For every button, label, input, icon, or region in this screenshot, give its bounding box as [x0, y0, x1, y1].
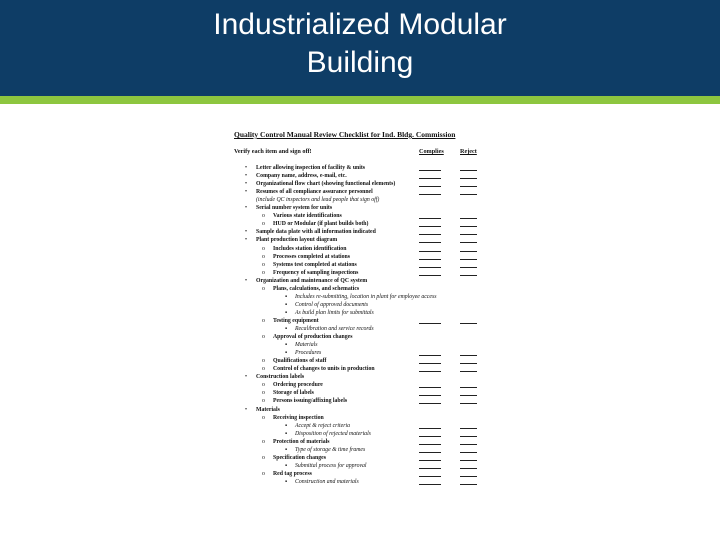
checklist-item-text: Receiving inspection — [273, 414, 324, 421]
slide-title-line-2: Building — [306, 46, 414, 79]
bullet-icon: ▪ — [285, 293, 288, 300]
checklist-item-text: Processes completed at stations — [273, 253, 351, 260]
checklist-row — [232, 478, 482, 486]
checklist-item-text: Ordering procedure — [273, 382, 323, 389]
bullet-icon: ▪ — [285, 301, 288, 308]
checklist-item-text: Systems test completed at stations — [273, 261, 357, 268]
reject-signoff-line[interactable] — [460, 186, 477, 187]
checklist-item-text: Disposition of rejected materials — [295, 430, 371, 437]
bullet-icon: ▪ — [285, 326, 288, 332]
checklist-item-text: Red tag process — [273, 470, 312, 477]
reject-signoff-line[interactable] — [460, 395, 477, 396]
reject-signoff-line[interactable] — [460, 436, 477, 437]
sub-bullet-icon: o — [262, 454, 265, 461]
sub-bullet-icon: o — [262, 358, 265, 365]
reject-signoff-line[interactable] — [460, 234, 477, 235]
sub-bullet-icon: o — [262, 269, 265, 276]
complies-signoff-line[interactable] — [419, 452, 441, 453]
reject-signoff-line[interactable] — [460, 355, 477, 356]
complies-signoff-line[interactable] — [419, 267, 441, 268]
sub-bullet-icon: o — [262, 390, 265, 397]
reject-signoff-line[interactable] — [460, 226, 477, 227]
checklist-item-text: Various state identifications — [273, 213, 342, 220]
reject-signoff-line[interactable] — [460, 460, 477, 461]
reject-signoff-line[interactable] — [460, 476, 477, 477]
title-bar — [0, 0, 720, 96]
checklist-row — [232, 212, 482, 220]
checklist-item-text: Construction labels — [256, 374, 305, 381]
checklist-row — [232, 188, 482, 196]
checklist-row — [232, 293, 482, 301]
checklist-item-text: Letter allowing inspection of facility & units — [256, 165, 366, 171]
checklist-item-text: Procedures — [295, 350, 322, 357]
checklist-title: Quality Control Manual Review Checklist for Ind. Bldg. Commission — [234, 130, 456, 139]
complies-signoff-line[interactable] — [419, 242, 441, 243]
complies-signoff-line[interactable] — [419, 468, 441, 469]
checklist-row — [232, 236, 482, 244]
bullet-icon: • — [245, 181, 248, 188]
sub-bullet-icon: o — [262, 334, 265, 341]
bullet-icon: • — [245, 173, 248, 180]
bullet-icon: ▪ — [285, 422, 288, 429]
complies-signoff-line[interactable] — [419, 234, 441, 235]
complies-signoff-line[interactable] — [419, 194, 441, 195]
checklist-row — [232, 373, 482, 381]
sub-bullet-icon: o — [262, 414, 265, 421]
checklist-row — [232, 269, 482, 277]
reject-signoff-line[interactable] — [460, 194, 477, 195]
complies-signoff-line[interactable] — [419, 259, 441, 260]
checklist-item-text: Recalibration and service records — [295, 326, 374, 332]
reject-signoff-line[interactable] — [460, 275, 477, 276]
complies-signoff-line[interactable] — [419, 355, 441, 356]
checklist-row — [232, 204, 482, 212]
reject-signoff-line[interactable] — [460, 178, 477, 179]
bullet-icon: ▪ — [285, 350, 288, 357]
checklist-item-text: Accept & reject criteria — [295, 422, 350, 429]
checklist-row — [232, 180, 482, 188]
checklist-item-text: Construction and materials — [295, 478, 359, 485]
checklist-item-text: Organization and maintenance of QC system — [256, 277, 368, 284]
complies-signoff-line[interactable] — [419, 476, 441, 477]
checklist-document — [232, 126, 482, 486]
complies-signoff-line[interactable] — [419, 428, 441, 429]
checklist-row — [232, 196, 482, 204]
complies-signoff-line[interactable] — [419, 395, 441, 396]
sub-bullet-icon: o — [262, 261, 265, 268]
reject-signoff-line[interactable] — [460, 468, 477, 469]
reject-signoff-line[interactable] — [460, 484, 477, 485]
checklist-row — [232, 277, 482, 285]
sub-bullet-icon: o — [262, 398, 265, 405]
reject-signoff-line[interactable] — [460, 218, 477, 219]
checklist-item-text: Persons issuing/affixing labels — [273, 398, 348, 405]
slide-title-line-1: Industrialized Modular — [213, 8, 507, 41]
sub-bullet-icon: o — [262, 213, 265, 220]
checklist-row — [232, 325, 482, 333]
reject-signoff-line[interactable] — [460, 403, 477, 404]
checklist-row — [232, 381, 482, 389]
checklist-row — [232, 406, 482, 414]
reject-signoff-line[interactable] — [460, 387, 477, 388]
bullet-icon: • — [245, 189, 248, 196]
checklist-item-text: Type of storage & time frames — [295, 446, 366, 453]
checklist-row — [232, 389, 482, 397]
checklist-row — [232, 245, 482, 253]
checklist-item-text: As build plan limits for submittals — [295, 309, 374, 316]
sub-bullet-icon: o — [262, 366, 265, 373]
checklist-item-text: Includes station identification — [273, 245, 347, 252]
checklist-row — [232, 438, 482, 446]
checklist-item-text: Company name, address, e-mail, etc. — [256, 173, 347, 180]
sub-bullet-icon: o — [262, 253, 265, 260]
checklist-row — [232, 228, 482, 236]
reject-signoff-line[interactable] — [460, 251, 477, 252]
checklist-item-text: Organizational flow chart (showing functional elements) — [256, 181, 396, 188]
complies-signoff-line[interactable] — [419, 226, 441, 227]
checklist-row — [232, 357, 482, 365]
reject-signoff-line[interactable] — [460, 444, 477, 445]
checklist-row — [232, 253, 482, 261]
checklist-row — [232, 397, 482, 405]
checklist-item-text: Resumes of all compliance assurance personnel — [256, 189, 373, 196]
checklist-row — [232, 341, 482, 349]
sub-bullet-icon: o — [262, 245, 265, 252]
complies-signoff-line[interactable] — [419, 444, 441, 445]
sub-bullet-icon: o — [262, 470, 265, 477]
checklist-item-text: Frequency of sampling inspections — [273, 269, 359, 276]
reject-signoff-line[interactable] — [460, 371, 477, 372]
checklist-item-text: Control of changes to units in production — [273, 366, 375, 373]
bullet-icon: ▪ — [285, 309, 288, 316]
reject-signoff-line[interactable] — [460, 363, 477, 364]
complies-signoff-line[interactable] — [419, 323, 441, 324]
checklist-row — [232, 414, 482, 422]
complies-signoff-line[interactable] — [419, 275, 441, 276]
checklist-row — [232, 285, 482, 293]
checklist-item-text: Specification changes — [273, 454, 326, 461]
sub-bullet-icon: o — [262, 382, 265, 389]
checklist-row — [232, 446, 482, 454]
bullet-icon: ▪ — [285, 462, 288, 469]
sub-bullet-icon: o — [262, 221, 265, 228]
bullet-icon: ▪ — [285, 478, 288, 485]
checklist-row — [232, 365, 482, 373]
complies-signoff-line[interactable] — [419, 387, 441, 388]
checklist-item-text: Includes re-submitting, location in plant for employee access — [295, 293, 437, 300]
reject-signoff-line[interactable] — [460, 242, 477, 243]
accent-stripe — [0, 96, 720, 104]
verify-instruction: Verify each item and sign off! — [234, 148, 312, 155]
checklist-item-text: Storage of labels — [273, 390, 314, 397]
checklist-item-text: Materials — [295, 342, 318, 349]
checklist-row — [232, 470, 482, 478]
sub-bullet-icon: o — [262, 285, 265, 292]
checklist-row — [232, 220, 482, 228]
complies-signoff-line[interactable] — [419, 403, 441, 404]
slide-title — [0, 6, 720, 82]
checklist-item-text: Sample data plate with all information indicated — [256, 229, 376, 236]
complies-signoff-line[interactable] — [419, 363, 441, 364]
checklist-row — [232, 430, 482, 438]
complies-signoff-line[interactable] — [419, 484, 441, 485]
complies-signoff-line[interactable] — [419, 218, 441, 219]
bullet-icon: • — [245, 165, 248, 171]
checklist-item-text: Testing equipment — [273, 317, 319, 324]
checklist-row — [232, 261, 482, 269]
checklist-item-text: Control of approved documents — [295, 301, 369, 308]
checklist-row — [232, 462, 482, 470]
reject-signoff-line[interactable] — [460, 267, 477, 268]
checklist-item-text: HUD or Modular (if plant builds both) — [273, 221, 369, 228]
reject-signoff-line[interactable] — [460, 259, 477, 260]
checklist-row — [232, 172, 482, 180]
complies-column-header: Complies — [419, 148, 444, 155]
complies-signoff-line[interactable] — [419, 436, 441, 437]
checklist-item-text: Approval of production changes — [273, 334, 353, 341]
bullet-icon: ▪ — [285, 342, 288, 349]
checklist-item-text: Serial number system for units — [256, 205, 333, 212]
checklist-item-text: Protection of materials — [273, 438, 330, 445]
checklist-item-text: Qualifications of staff — [273, 358, 327, 365]
checklist-row — [232, 309, 482, 317]
bullet-icon: ▪ — [285, 430, 288, 437]
checklist-row — [232, 317, 482, 325]
reject-signoff-line[interactable] — [460, 323, 477, 324]
reject-column-header: Reject — [460, 148, 477, 155]
checklist-row — [232, 349, 482, 357]
complies-signoff-line[interactable] — [419, 371, 441, 372]
checklist-item-text: (include QC inspectors and lead people that sign off) — [256, 197, 380, 204]
complies-signoff-line[interactable] — [419, 186, 441, 187]
complies-signoff-line[interactable] — [419, 460, 441, 461]
checklist-row — [232, 422, 482, 430]
bullet-icon: • — [245, 374, 248, 381]
bullet-icon: • — [245, 237, 248, 244]
checklist-item-text: Plans, calculations, and schematics — [273, 285, 360, 292]
complies-signoff-line[interactable] — [419, 251, 441, 252]
checklist-row — [232, 164, 482, 172]
checklist-item-text: Submittal process for approval — [295, 462, 367, 469]
checklist-item-text: Plant production layout diagram — [256, 237, 338, 244]
reject-signoff-line[interactable] — [460, 170, 477, 171]
reject-signoff-line[interactable] — [460, 452, 477, 453]
reject-signoff-line[interactable] — [460, 428, 477, 429]
bullet-icon: • — [245, 229, 248, 236]
sub-bullet-icon: o — [262, 317, 265, 324]
checklist-row — [232, 333, 482, 341]
complies-signoff-line[interactable] — [419, 170, 441, 171]
checklist-row — [232, 454, 482, 462]
complies-signoff-line[interactable] — [419, 178, 441, 179]
sub-bullet-icon: o — [262, 438, 265, 445]
bullet-icon: ▪ — [285, 446, 288, 453]
checklist-row — [232, 301, 482, 309]
bullet-icon: • — [245, 205, 248, 212]
checklist-item-text: Materials — [256, 406, 280, 413]
bullet-icon: • — [245, 277, 248, 284]
bullet-icon: • — [245, 406, 248, 413]
